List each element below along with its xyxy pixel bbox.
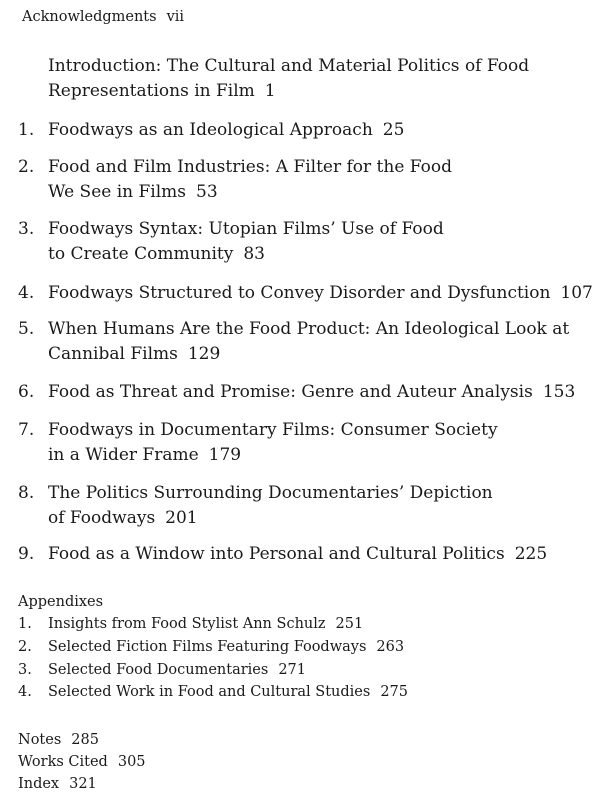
appendix-title: Selected Fiction Films Featuring Foodways 263 <box>48 639 405 655</box>
chapter-page: 153 <box>542 382 576 402</box>
chapter-page: 83 <box>243 244 265 264</box>
toc-entry-acknowledgments <box>22 6 184 28</box>
chapter-number: 2. <box>18 157 35 177</box>
chapter-title-line2: We See in Films 53 <box>48 182 218 202</box>
chapter-number: 8. <box>18 483 35 503</box>
chapter-page: 225 <box>514 544 548 564</box>
toc-entry-index: Index 321 <box>18 776 97 792</box>
appendix-page: 263 <box>376 639 405 655</box>
appendix-number: 4. <box>18 684 32 700</box>
chapter-page: 53 <box>196 182 218 202</box>
appendix-page: 275 <box>380 684 408 700</box>
chapter-title: Foodways as an Ideological Approach 25 <box>48 120 405 140</box>
chapter-page: 201 <box>165 508 198 528</box>
appendix-number: 3. <box>18 662 32 678</box>
appendix-page: 251 <box>335 616 364 632</box>
entry-page: 305 <box>117 754 146 770</box>
chapter-page: 179 <box>208 445 242 465</box>
appendix-title: Insights from Food Stylist Ann Schulz 251 <box>48 616 364 632</box>
chapter-number: 6. <box>18 382 35 402</box>
chapter-title: Food as Threat and Promise: Genre and Auteur Analysis 153 <box>48 382 576 402</box>
toc-entry-notes: Notes 285 <box>18 732 99 748</box>
chapter-title-line1: When Humans Are the Food Product: An Ideological Look at <box>48 319 570 339</box>
entry-title-line1: Introduction: The Cultural and Material Politics of Food <box>48 56 530 76</box>
chapter-number: 7. <box>18 420 35 440</box>
entry-page: 1 <box>264 81 276 101</box>
chapter-title-line1: Foodways Syntax: Utopian Films’ Use of Food <box>48 219 444 239</box>
chapter-title-line2: in a Wider Frame 179 <box>48 445 242 465</box>
chapter-page: 25 <box>382 120 405 140</box>
appendix-number: 2. <box>18 639 32 655</box>
entry-title: Acknowledgments <box>22 9 157 25</box>
appendix-number: 1. <box>18 616 32 632</box>
appendixes-heading: Appendixes <box>18 594 104 610</box>
chapter-title-line1: The Politics Surrounding Documentaries’ Depiction <box>48 483 493 503</box>
chapter-title: Foodways Structured to Convey Disorder and Dysfunction 107 <box>48 283 593 303</box>
chapter-page: 107 <box>560 283 593 303</box>
chapter-number: 5. <box>18 319 35 339</box>
chapter-title-line1: Food and Film Industries: A Filter for the Food <box>48 157 453 177</box>
entry-title-line2: Representations in Film 1 <box>48 81 276 101</box>
chapter-number: 9. <box>18 544 35 564</box>
chapter-number: 1. <box>18 120 35 140</box>
chapter-title: Food as a Window into Personal and Cultural Politics 225 <box>48 544 548 564</box>
chapter-number: 3. <box>18 219 35 239</box>
entry-page: 321 <box>69 776 97 792</box>
chapter-page: 129 <box>187 344 221 364</box>
chapter-title-line1: Foodways in Documentary Films: Consumer Society <box>48 420 498 440</box>
appendix-title: Selected Work in Food and Cultural Studies 275 <box>48 684 408 700</box>
entry-page: 285 <box>71 732 99 748</box>
chapter-number: 4. <box>18 283 35 303</box>
chapter-title-line2: to Create Community 83 <box>48 244 265 264</box>
chapter-title-line2: Cannibal Films 129 <box>48 344 221 364</box>
chapter-title-line2: of Foodways 201 <box>48 508 198 528</box>
appendix-page: 271 <box>278 662 307 678</box>
toc-entry-works-cited: Works Cited 305 <box>18 754 146 770</box>
appendix-title: Selected Food Documentaries 271 <box>48 662 307 678</box>
entry-page: vii <box>166 9 185 25</box>
